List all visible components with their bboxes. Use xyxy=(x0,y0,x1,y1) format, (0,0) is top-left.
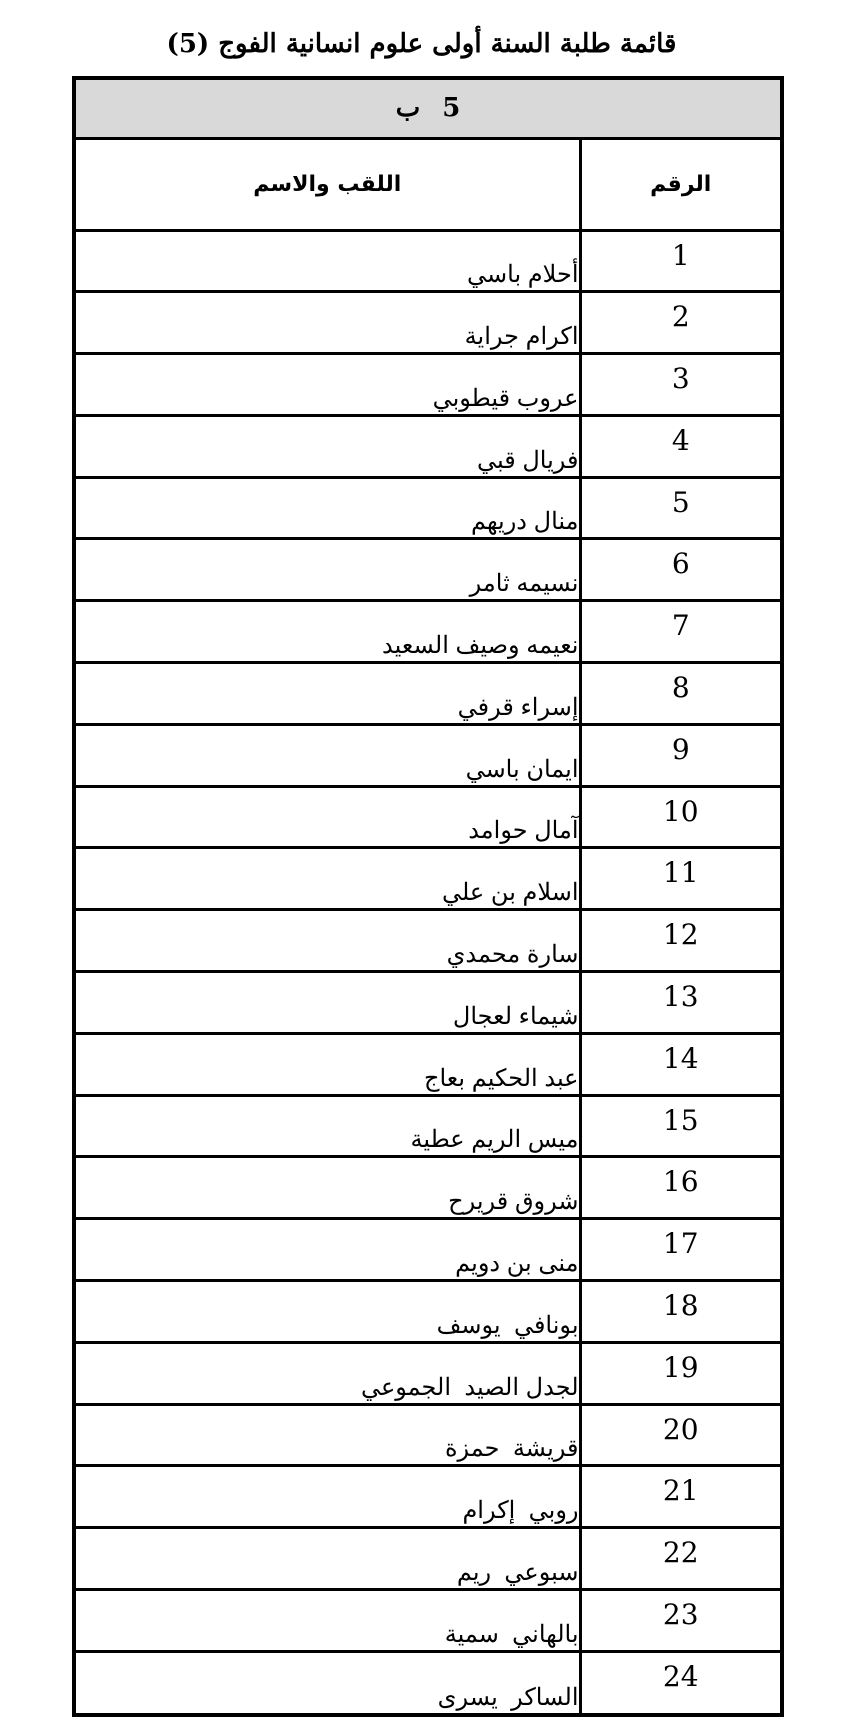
table-row xyxy=(76,910,780,972)
student-name: لجدل الصيد الجموعي xyxy=(76,1342,580,1404)
table-row xyxy=(76,539,780,601)
student-name: عبد الحكيم بعاج xyxy=(76,1033,580,1095)
student-name: ايمان باسي xyxy=(76,724,580,786)
student-name: قريشة حمزة xyxy=(76,1404,580,1466)
table-row xyxy=(76,230,780,292)
student-number: 5 xyxy=(580,477,780,539)
name-column-header: اللقب والاسم xyxy=(76,140,580,230)
number-column-header: الرقم xyxy=(580,140,780,230)
group-header xyxy=(76,80,780,140)
student-number: 1 xyxy=(580,230,780,292)
student-name: سارة محمدي xyxy=(76,910,580,972)
student-number: 9 xyxy=(580,724,780,786)
table-row xyxy=(76,1590,780,1652)
student-list-sheet xyxy=(72,76,784,1717)
student-name: أحلام باسي xyxy=(76,230,580,292)
student-name: سبوعي ريم xyxy=(76,1528,580,1590)
table-row xyxy=(76,601,780,663)
student-name: آمال حوامد xyxy=(76,786,580,848)
table-row xyxy=(76,1651,780,1713)
student-rows xyxy=(76,230,780,1713)
student-name: شروق قريرح xyxy=(76,1157,580,1219)
table-row xyxy=(76,1157,780,1219)
table-row xyxy=(76,415,780,477)
student-number: 21 xyxy=(580,1466,780,1528)
table-header-row xyxy=(76,140,780,230)
table-row xyxy=(76,724,780,786)
student-number: 11 xyxy=(580,848,780,910)
student-number: 10 xyxy=(580,786,780,848)
student-number: 17 xyxy=(580,1219,780,1281)
student-number: 2 xyxy=(580,292,780,354)
table-row xyxy=(76,663,780,725)
table-row xyxy=(76,354,780,416)
table-row xyxy=(76,972,780,1034)
student-number: 24 xyxy=(580,1651,780,1713)
student-number: 13 xyxy=(580,972,780,1034)
student-number: 7 xyxy=(580,601,780,663)
student-name: بالهاني سمية xyxy=(76,1590,580,1652)
student-number: 4 xyxy=(580,415,780,477)
group-number: 5 xyxy=(442,93,461,123)
student-name: اكرام جراية xyxy=(76,292,580,354)
table-row xyxy=(76,1404,780,1466)
student-number: 3 xyxy=(580,354,780,416)
student-number: 23 xyxy=(580,1590,780,1652)
student-name: منى بن دويم xyxy=(76,1219,580,1281)
table-row xyxy=(76,1219,780,1281)
group-section: ب xyxy=(395,93,421,123)
table-row xyxy=(76,848,780,910)
table-row xyxy=(76,1095,780,1157)
table-row xyxy=(76,1281,780,1343)
table-row xyxy=(76,1342,780,1404)
student-number: 8 xyxy=(580,663,780,725)
student-name: الساكر يسرى xyxy=(76,1651,580,1713)
table-row xyxy=(76,1033,780,1095)
student-number: 20 xyxy=(580,1404,780,1466)
student-number: 18 xyxy=(580,1281,780,1343)
student-number: 22 xyxy=(580,1528,780,1590)
student-name: بونافي يوسف xyxy=(76,1281,580,1343)
student-number: 6 xyxy=(580,539,780,601)
student-name: منال دريهم xyxy=(76,477,580,539)
student-name: شيماء لعجال xyxy=(76,972,580,1034)
page-title: قائمة طلبة السنة أولى علوم انسانية الفوج (5) xyxy=(166,29,677,59)
table-row xyxy=(76,477,780,539)
table-row xyxy=(76,1528,780,1590)
student-name: نعيمه وصيف السعيد xyxy=(76,601,580,663)
student-name: إسراء قرفي xyxy=(76,663,580,725)
student-name: فريال قبي xyxy=(76,415,580,477)
student-number: 15 xyxy=(580,1095,780,1157)
table-row xyxy=(76,786,780,848)
student-name: روبي إكرام xyxy=(76,1466,580,1528)
student-number: 12 xyxy=(580,910,780,972)
student-name: نسيمه ثامر xyxy=(76,539,580,601)
student-name: ميس الريم عطية xyxy=(76,1095,580,1157)
student-name: اسلام بن علي xyxy=(76,848,580,910)
student-number: 14 xyxy=(580,1033,780,1095)
student-number: 16 xyxy=(580,1157,780,1219)
student-name: عروب قيطوبي xyxy=(76,354,580,416)
table-row xyxy=(76,1466,780,1528)
table-row xyxy=(76,292,780,354)
student-table xyxy=(76,140,780,1713)
student-number: 19 xyxy=(580,1342,780,1404)
